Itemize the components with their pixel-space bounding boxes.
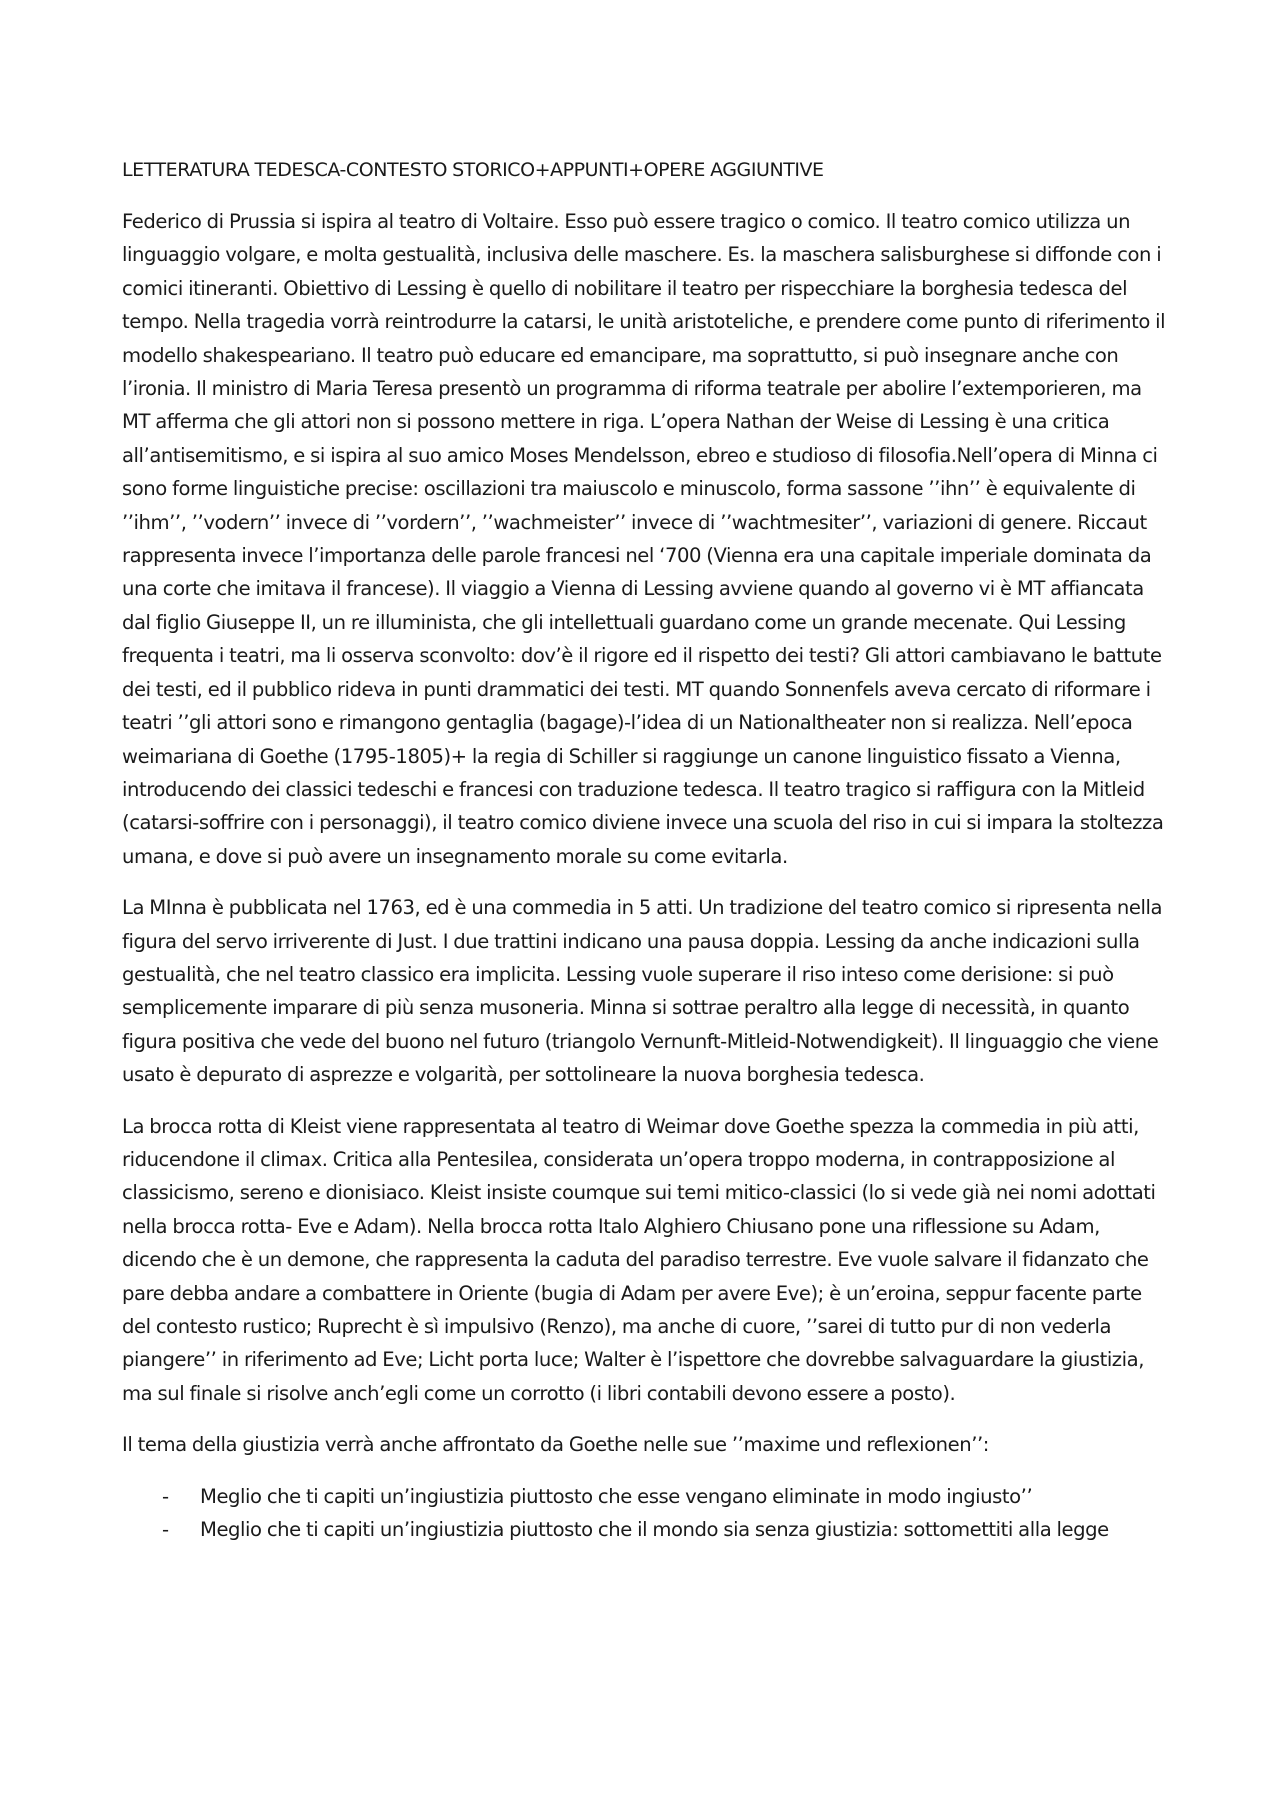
list-dash: - — [162, 1484, 169, 1508]
paragraph-giustizia-intro: Il tema della giustizia verrà anche affrontato da Goethe nelle sue ’’maxime und reflexionen’’: — [122, 1433, 989, 1457]
maxims-list — [122, 1480, 1170, 1547]
paragraph-brocca-rotta: La brocca rotta di Kleist viene rappresentata al teatro di Weimar dove Goethe spezza la commedia in più atti, riducendone il climax. Critica alla Pentesilea, considerata un’opera troppo moderna, in contrapposizione al classicismo, sereno e dionisiaco. Kleist insiste coumque sui temi mitico-classici (lo si vede già nei nomi adottati nella brocca rotta- Eve e Adam). Nella brocca rotta Italo Alghiero Chiusano pone una riflessione su Adam, dicendo che è un demone, che rappresenta la caduta del paradiso terrestre. Eve vuole salvare il fidanzato che pare debba andare a combattere in Oriente (bugia di Adam per avere Eve); è un’eroina, seppur facente parte del contesto rustico; Ruprecht è sì impulsivo (Renzo), ma anche di cuore, ’’sarei di tutto pur di non vederla piangere’’ in riferimento ad Eve; Licht porta luce; Walter è l’ispettore che dovrebbe salvaguardare la giustizia, ma sul finale si risolve anch’egli come un corrotto (i libri contabili devono essere a posto). — [122, 1114, 1156, 1405]
list-item-text: Meglio che ti capiti un’ingiustizia piuttosto che esse vengano eliminate in modo ingiusto’’ — [200, 1484, 1033, 1508]
paragraph-historical-context: Federico di Prussia si ispira al teatro di Voltaire. Esso può essere tragico o comico. Il teatro comico utilizza un linguaggio volgare, e molta gestualità, inclusiva delle maschere. Es. la maschera salisburghese si diffonde con i comici itineranti. Obiettivo di Lessing è quello di nobilitare il teatro per rispecchiare la borghesia tedesca del tempo. Nella tragedia vorrà reintrodurre la catarsi, le unità aristoteliche, e prendere come punto di riferimento il modello shakespeariano. Il teatro può educare ed emancipare, ma soprattutto, si può insegnare anche con l’ironia. Il ministro di Maria Teresa presentò un programma di riforma teatrale per abolire l’extemporieren, ma MT afferma che gli attori non si possono mettere in riga. L’opera Nathan der Weise di Lessing è una critica all’antisemitismo, e si ispira al suo amico Moses Mendelsson, ebreo e studioso di filosofia.Nell’opera di Minna ci sono forme linguistiche precise: oscillazioni tra maiuscolo e minuscolo, forma sassone ’’ihn’’ è equivalente di ’’ihm’’, ’’vodern’’ invece di ’’vordern’’, ’’wachmeister’’ invece di ’’wachtmesiter’’, variazioni di genere. Riccaut rappresenta invece l’importanza delle parole francesi nel ‘700 (Vienna era una capitale imperiale dominata da una corte che imitava il francese). Il viaggio a Vienna di Lessing avviene quando al governo vi è MT affiancata dal figlio Giuseppe II, un re illuminista, che gli intellettuali guardano come un grande mecenate. Qui Lessing frequenta i teatri, ma li osserva sconvolto: dov’è il rigore ed il rispetto dei testi? Gli attori cambiavano le battute dei testi, ed il pubblico rideva in punti drammatici dei testi. MT quando Sonnenfels aveva cercato di riformare i teatri ’’gli attori sono e rimangono gentaglia (bagage)-l’idea di un Nationaltheater non si realizza. Nell’epoca weimariana di Goethe (1795-1805)+ la regia di Schiller si raggiunge un canone linguistico fissato a Vienna, introducendo dei classici tedeschi e francesi con traduzione tedesca. Il teatro tragico si raffigura con la Mitleid (catarsi-soffrire con i personaggi), il teatro comico diviene invece una scuola del riso in cui si impara la stoltezza umana, e dove si può avere un insegnamento morale su come evitarla. — [122, 210, 1166, 868]
paragraph-minna: La MInna è pubblicata nel 1763, ed è una commedia in 5 atti. Un tradizione del teatro comico si ripresenta nella figura del servo irriverente di Just. I due trattini indicano una pausa doppia. Lessing da anche indicazioni sulla gestualità, che nel teatro classico era implicita. Lessing vuole superare il riso inteso come derisione: si può semplicemente imparare di più senza musoneria. Minna si sottrae peraltro alla legge di necessità, in quanto figura positiva che vede del buono nel futuro (triangolo Vernunft-Mitleid-Notwendigkeit). Il linguaggio che viene usato è depurato di asprezze e volgarità, per sottolineare la nuova borghesia tedesca. — [122, 896, 1163, 1087]
document-title: LETTERATURA TEDESCA-CONTESTO STORICO+APPUNTI+OPERE AGGIUNTIVE — [122, 159, 824, 181]
list-item — [122, 1480, 1170, 1513]
list-item-text: Meglio che ti capiti un’ingiustizia piuttosto che il mondo sia senza giustizia: sottomettiti alla legge — [200, 1518, 1109, 1542]
list-dash: - — [162, 1518, 169, 1542]
document-body — [122, 154, 1170, 1546]
list-item — [122, 1513, 1170, 1546]
